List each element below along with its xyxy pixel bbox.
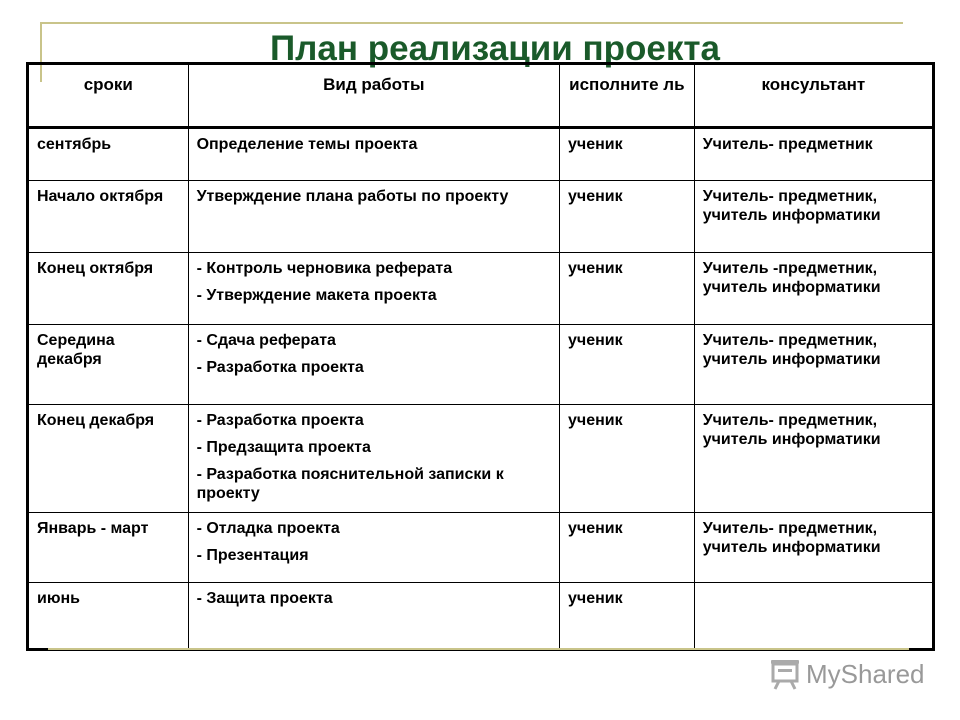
table-row [28, 253, 934, 325]
cell-consultant: Учитель- предметник, учитель информатики [694, 325, 933, 405]
table-row [28, 405, 934, 513]
cell-date: июнь [28, 583, 189, 650]
work-item: - Отладка проекта [196, 520, 340, 538]
cell-executor: ученик [560, 583, 695, 650]
work-item: Утверждение плана работы по проекту [196, 188, 509, 206]
cell-consultant: Учитель- предметник [694, 128, 933, 181]
cell-executor: ученик [560, 181, 695, 253]
header-dates: сроки [28, 64, 189, 128]
watermark-text: MyShared [806, 658, 925, 689]
cell-consultant: Учитель- предметник, учитель информатики [694, 181, 933, 253]
cell-work [188, 253, 559, 325]
decor-line-top [40, 22, 903, 24]
table-row [28, 325, 934, 405]
plan-table [26, 62, 935, 651]
table-row [28, 181, 934, 253]
cell-consultant: Учитель- предметник, учитель информатики [694, 405, 933, 513]
work-item: - Разработка пояснительной записки к проекту [196, 466, 504, 503]
cell-date: Начало октября [28, 181, 189, 253]
table-row [28, 128, 934, 181]
header-consultant: консультант [694, 64, 933, 128]
work-item: - Разработка проекта [196, 412, 364, 430]
cell-date: сентябрь [28, 128, 189, 181]
cell-date: Конец декабря [28, 405, 189, 513]
cell-date: Январь - март [28, 513, 189, 583]
cell-work [188, 405, 559, 513]
cell-consultant: Учитель- предметник, учитель информатики [694, 513, 933, 583]
work-item: - Контроль черновика реферата [196, 260, 453, 278]
cell-date: Середина декабря [28, 325, 189, 405]
header-work-type: Вид работы [188, 64, 559, 128]
cell-executor: ученик [560, 513, 695, 583]
decor-line-bottom [48, 648, 909, 650]
work-item: - Сдача реферата [196, 332, 336, 350]
table-row [28, 583, 934, 650]
work-item: - Защита проекта [196, 590, 333, 608]
cell-consultant: Учитель -предметник, учитель информатики [694, 253, 933, 325]
cell-date: Конец октября [28, 253, 189, 325]
work-item: - Утверждение макета проекта [196, 287, 437, 305]
work-item: - Презентация [196, 547, 309, 565]
work-item: - Предзащита проекта [196, 439, 371, 457]
cell-consultant [694, 583, 933, 650]
watermark-logo [768, 656, 925, 692]
cell-work [188, 583, 559, 650]
cell-work [188, 513, 559, 583]
work-item: - Разработка проекта [196, 359, 364, 377]
page-title: План реализации проекта [270, 29, 720, 68]
header-executor: исполните ль [560, 64, 695, 128]
cell-executor: ученик [560, 325, 695, 405]
work-item: Определение темы проекта [196, 136, 418, 154]
table-header-row [28, 64, 934, 128]
cell-executor: ученик [560, 253, 695, 325]
table-row [28, 513, 934, 583]
cell-executor: ученик [560, 405, 695, 513]
cell-work [188, 128, 559, 181]
presentation-board-icon [768, 657, 802, 691]
cell-work [188, 181, 559, 253]
cell-executor: ученик [560, 128, 695, 181]
cell-work [188, 325, 559, 405]
